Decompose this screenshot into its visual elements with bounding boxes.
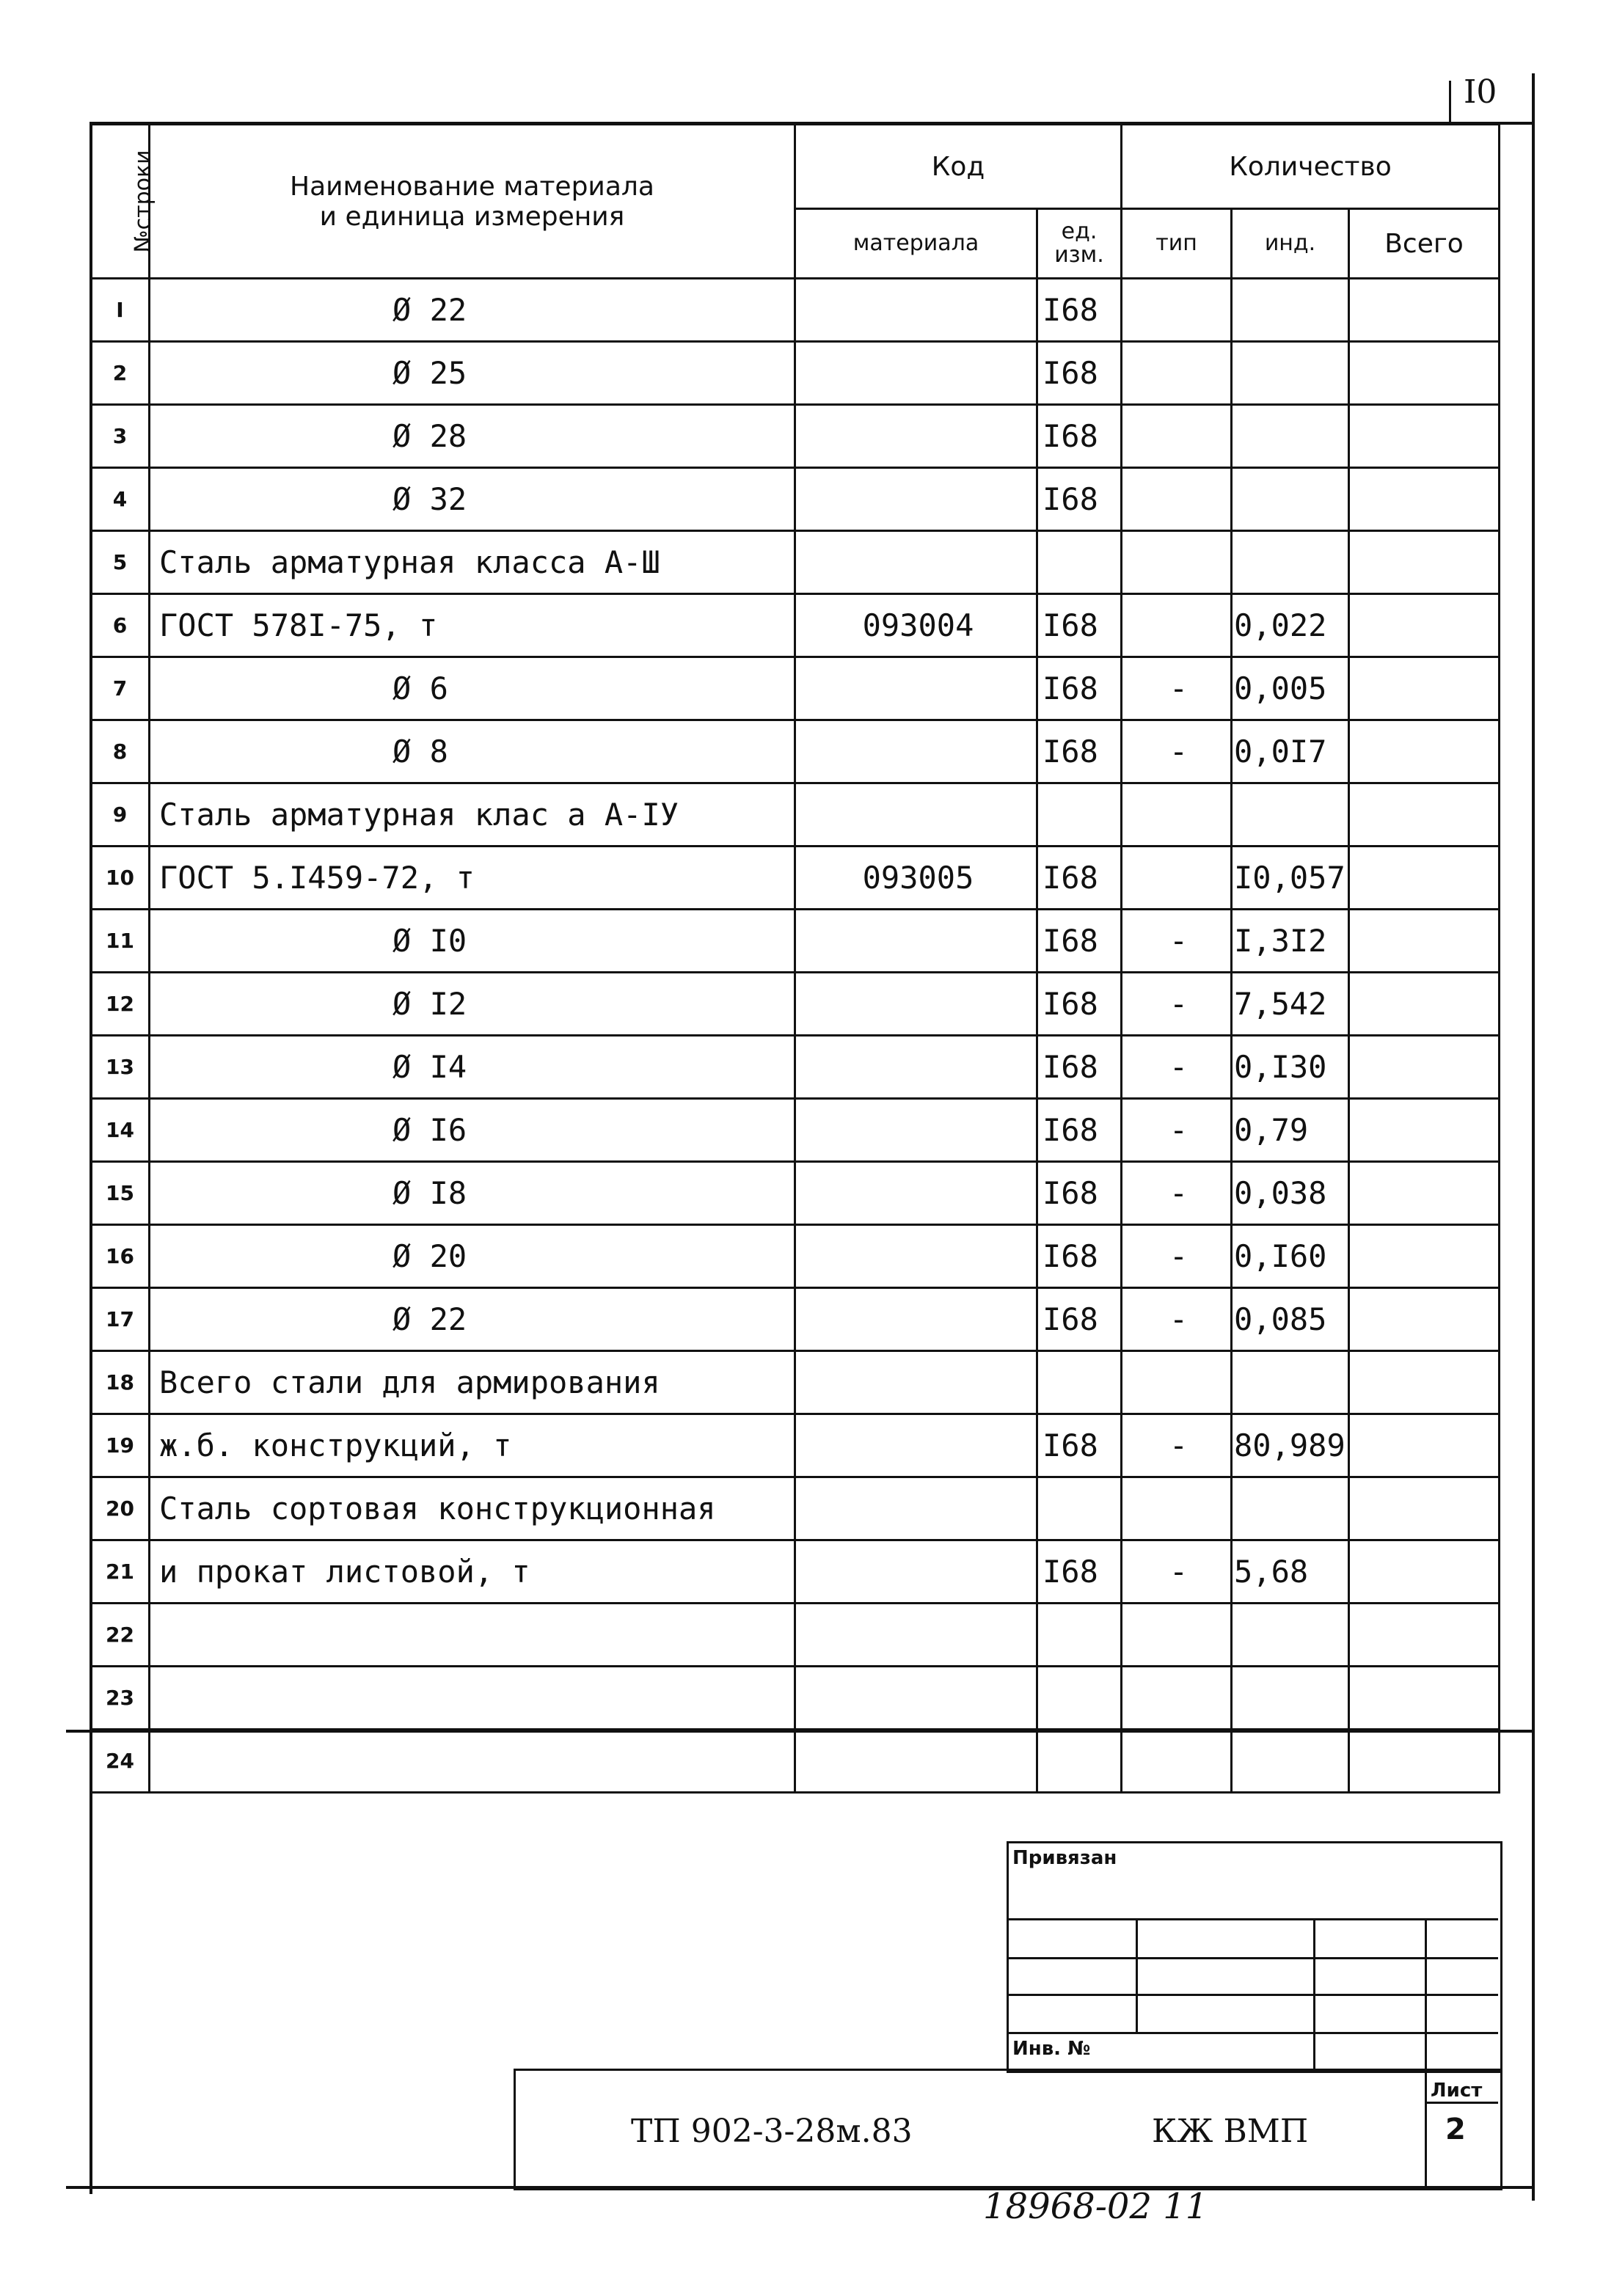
row-number: 18 [91,1351,150,1414]
table-row [91,405,1500,468]
total-qty [1349,720,1500,783]
table-row [91,847,1500,910]
ind-qty: 0,038 [1232,1162,1349,1225]
total-qty [1349,405,1500,468]
material-code [795,657,1037,720]
type-qty [1122,531,1232,594]
row-number: 14 [91,1099,150,1162]
type-qty [1122,342,1232,405]
type-qty [1122,405,1232,468]
row-number: 22 [91,1604,150,1667]
total-qty [1349,657,1500,720]
unit-code [1037,1351,1122,1414]
sheet-number-divider [1449,81,1451,125]
type-qty [1122,1730,1232,1793]
document-code: ТП 902-3-28м.83 [631,2113,913,2150]
unit-code: I68 [1037,657,1122,720]
ind-qty: 0,79 [1232,1099,1349,1162]
table-row [91,720,1500,783]
material-code [795,1288,1037,1351]
total-qty [1349,1351,1500,1414]
table-row [91,783,1500,847]
material-name-header: Наименование материала и единица измерения [150,125,795,279]
material-code [795,783,1037,847]
type-qty: - [1122,910,1232,973]
table-row [91,1730,1500,1793]
ind-qty: 0,022 [1232,594,1349,657]
total-qty [1349,1288,1500,1351]
total-qty [1349,1730,1500,1793]
code-header: Код [795,125,1122,209]
ind-qty [1232,1351,1349,1414]
ind-qty: 5,68 [1232,1540,1349,1604]
unit-code [1037,1604,1122,1667]
ind-qty [1232,405,1349,468]
material-name [150,1730,795,1793]
ind-qty: I0,057 [1232,847,1349,910]
unit-code: I68 [1037,1225,1122,1288]
ind-qty [1232,279,1349,342]
material-name: ГОСТ 578I-75, т [150,594,795,657]
unit-code: I68 [1037,1288,1122,1351]
type-qty: - [1122,973,1232,1036]
total-qty [1349,847,1500,910]
material-name: Ø 6 [150,657,795,720]
type-qty [1122,594,1232,657]
table-row [91,1667,1500,1730]
row-number: 15 [91,1162,150,1225]
material-name: Ø I8 [150,1162,795,1225]
ind-qty: 0,0I7 [1232,720,1349,783]
material-code [795,973,1037,1036]
table-row [91,1540,1500,1604]
unit-code: I68 [1037,468,1122,531]
unit-code: I68 [1037,847,1122,910]
type-qty: - [1122,720,1232,783]
handwritten-number: 18968-02 11 [983,2186,1208,2227]
row-number: 10 [91,847,150,910]
type-qty [1122,1604,1232,1667]
material-code [795,279,1037,342]
right-frame-line [1532,73,1535,2201]
material-name: Ø 20 [150,1225,795,1288]
document-mark: КЖ ВМП [1152,2113,1309,2150]
row-number-header: №строки [91,125,150,279]
row-number: 4 [91,468,150,531]
unit-code [1037,1730,1122,1793]
material-code: 093004 [795,594,1037,657]
material-code [795,1162,1037,1225]
total-qty [1349,1477,1500,1540]
total-qty [1349,342,1500,405]
type-qty [1122,1351,1232,1414]
unit-code: I68 [1037,1162,1122,1225]
table-row [91,468,1500,531]
type-qty [1122,279,1232,342]
ind-qty: I,3I2 [1232,910,1349,973]
material-name: Ø I6 [150,1099,795,1162]
row-number: 16 [91,1225,150,1288]
total-qty [1349,594,1500,657]
material-code [795,1099,1037,1162]
unit-code: I68 [1037,973,1122,1036]
quantity-header: Количество [1122,125,1500,209]
material-name: Ø I0 [150,910,795,973]
list-label: Лист [1431,2080,1483,2102]
row-number: 9 [91,783,150,847]
ind-qty: 0,085 [1232,1288,1349,1351]
ind-qty [1232,1730,1349,1793]
material-code [795,910,1037,973]
material-code [795,405,1037,468]
table-row [91,910,1500,973]
table-row [91,279,1500,342]
unit-code: I68 [1037,594,1122,657]
material-name: Ø I2 [150,973,795,1036]
material-code [795,1414,1037,1477]
row-number: I [91,279,150,342]
total-qty [1349,973,1500,1036]
material-name: Ø 25 [150,342,795,405]
ind-qty [1232,468,1349,531]
table-row [91,1477,1500,1540]
type-qty: - [1122,1288,1232,1351]
material-name [150,1667,795,1730]
table-row [91,657,1500,720]
table-row [91,531,1500,594]
total-qty [1349,1162,1500,1225]
sheet-number: I0 [1464,73,1497,111]
material-code [795,468,1037,531]
list-number: 2 [1445,2113,1466,2146]
row-number: 8 [91,720,150,783]
ind-header: инд. [1232,209,1349,279]
row-number: 11 [91,910,150,973]
type-header: тип [1122,209,1232,279]
unit-code [1037,1667,1122,1730]
type-qty [1122,783,1232,847]
material-code [795,342,1037,405]
material-code [795,1351,1037,1414]
ind-qty: 0,005 [1232,657,1349,720]
material-name: ГОСТ 5.I459-72, т [150,847,795,910]
table-row [91,1225,1500,1288]
total-qty [1349,1540,1500,1604]
unit-code: I68 [1037,1099,1122,1162]
tb-grid-line [1313,1918,1315,2069]
row-number: 24 [91,1730,150,1793]
material-name: Сталь арматурная клас а А-IУ [150,783,795,847]
type-qty [1122,468,1232,531]
total-qty [1349,279,1500,342]
row-number: 13 [91,1036,150,1099]
material-name: Всего стали для армирования [150,1351,795,1414]
ind-qty: 0,I60 [1232,1225,1349,1288]
unit-code [1037,531,1122,594]
total-qty [1349,1414,1500,1477]
material-code [795,720,1037,783]
material-code-header: материала [795,209,1037,279]
table-row [91,1099,1500,1162]
row-number: 19 [91,1414,150,1477]
unit-code [1037,1477,1122,1540]
material-code [795,1540,1037,1604]
ind-qty [1232,531,1349,594]
total-qty [1349,1667,1500,1730]
table-row [91,1036,1500,1099]
total-qty [1349,531,1500,594]
type-qty: - [1122,1414,1232,1477]
material-code [795,531,1037,594]
type-qty: - [1122,657,1232,720]
material-name: Сталь арматурная класса А-Ш [150,531,795,594]
table-row [91,1351,1500,1414]
material-name: Ø I4 [150,1036,795,1099]
row-number: 5 [91,531,150,594]
type-qty: - [1122,1036,1232,1099]
table-row [91,973,1500,1036]
total-qty [1349,783,1500,847]
total-qty [1349,1099,1500,1162]
table-row [91,1604,1500,1667]
row-number: 2 [91,342,150,405]
ind-qty [1232,342,1349,405]
total-qty [1349,1225,1500,1288]
material-code: 093005 [795,847,1037,910]
unit-code [1037,783,1122,847]
material-spec-table [90,123,1500,1794]
material-code [795,1604,1037,1667]
total-qty [1349,910,1500,973]
unit-code: I68 [1037,1414,1122,1477]
row-number: 23 [91,1667,150,1730]
type-qty [1122,1477,1232,1540]
material-code [795,1225,1037,1288]
material-code [795,1730,1037,1793]
ind-qty: 0,I30 [1232,1036,1349,1099]
total-qty [1349,1604,1500,1667]
unit-code: I68 [1037,342,1122,405]
unit-code: I68 [1037,279,1122,342]
type-qty [1122,847,1232,910]
row-number: 3 [91,405,150,468]
type-qty: - [1122,1225,1232,1288]
unit-code: I68 [1037,405,1122,468]
ind-qty: 7,542 [1232,973,1349,1036]
ind-qty: 80,989 [1232,1414,1349,1477]
table-row [91,1162,1500,1225]
row-number: 6 [91,594,150,657]
unit-code: I68 [1037,1540,1122,1604]
table-row [91,1414,1500,1477]
list-divider [1425,2102,1498,2104]
table-row [91,594,1500,657]
ind-qty [1232,1604,1349,1667]
unit-code: I68 [1037,720,1122,783]
material-name: Ø 28 [150,405,795,468]
table-row [91,1288,1500,1351]
type-qty: - [1122,1099,1232,1162]
material-name: и прокат листовой, т [150,1540,795,1604]
privyazan-label: Привязан [1012,1847,1117,1869]
type-qty: - [1122,1540,1232,1604]
ind-qty [1232,1667,1349,1730]
unit-header: ед. изм. [1037,209,1122,279]
table-row [91,342,1500,405]
row-number: 7 [91,657,150,720]
total-qty [1349,1036,1500,1099]
ind-qty [1232,1477,1349,1540]
material-name: Ø 22 [150,1288,795,1351]
material-name: ж.б. конструкций, т [150,1414,795,1477]
material-name: Ø 32 [150,468,795,531]
row-number: 17 [91,1288,150,1351]
tb-grid-line [1425,1918,1427,2069]
unit-code: I68 [1037,910,1122,973]
material-name: Ø 22 [150,279,795,342]
total-header: Всего [1349,209,1500,279]
material-name: Сталь сортовая конструкционная [150,1477,795,1540]
material-code [795,1477,1037,1540]
type-qty: - [1122,1162,1232,1225]
material-name [150,1604,795,1667]
ind-qty [1232,783,1349,847]
row-number: 20 [91,1477,150,1540]
material-name: Ø 8 [150,720,795,783]
inv-no-label: Инв. № [1012,2038,1091,2060]
unit-code: I68 [1037,1036,1122,1099]
list-divider [1425,2069,1427,2186]
row-number: 21 [91,1540,150,1604]
row-number: 12 [91,973,150,1036]
tb-grid-line [1136,1918,1138,2032]
material-code [795,1667,1037,1730]
total-qty [1349,468,1500,531]
type-qty [1122,1667,1232,1730]
material-code [795,1036,1037,1099]
